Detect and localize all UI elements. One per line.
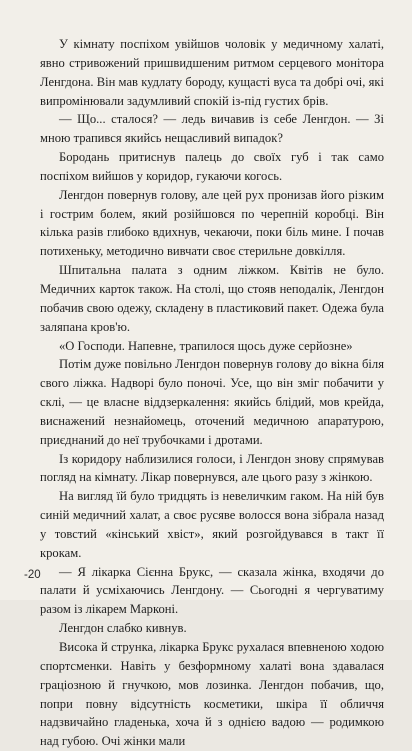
- paragraph: На вигляд їй було тридцять із невеличким гаком. На ній був синій медичний халат, а своє русяве волосся вона зібрала назад у товстий «кінський хвіст», який розгойдувався в такт її крокам.: [40, 489, 384, 560]
- paragraph: Бородань притиснув палець до своїх губ і так само поспіхом вийшов у коридор, гукаючи когось.: [40, 150, 384, 183]
- paragraph: Ленгдон повернув голову, але цей рух пронизав його різким і гострим болем, який розійшовся по черепній коробці. Він кілька разів глибоко вдихнув, чекаючи, поки біль мине. І почав потихеньку, методично вивчати своє стерильне довкілля.: [40, 187, 384, 259]
- paragraph: — Що... сталося? — ледь вичавив із себе Ленгдон. — Зі мною трапився якийсь нещасливий випадок?: [40, 112, 384, 146]
- body-text: [40, 35, 384, 751]
- paragraph: Ленгдон слабко кивнув.: [59, 621, 187, 636]
- paragraph: — Я лікарка Сієнна Брукс, — сказала жінка, входячи до палати й усміхаючись Ленгдону. — Сьогодні я чергуватиму разом із лікарем Марконі.: [40, 564, 384, 617]
- paragraph: У кімнату поспіхом увійшов чоловік у медичному халаті, явно стривожений пришвидшеним ритмом серцевого монітора Ленгдона. Він мав кудлату бороду, кущасті вуса та добрі очі, які випромінювали задумливий спокій із-під густих брів.: [40, 37, 384, 108]
- paragraph: Висока й струнка, лікарка Брукс рухалася впевненою ходою спортсменки. Навіть у безформному халаті вона здавалася граціозною й гнучкою, мов лозинка. Ленгдон побачив, що, попри повну відсутність косметики, шкіра її обличчя надзвичайно гладенька, хоча й з однією вадою — родимкою над губою. Очі жінки мали: [40, 640, 384, 749]
- paragraph: Із коридору наблизилися голоси, і Ленгдон знову спрямував погляд на кімнату. Лікар повернувся, але цього разу з жінкою.: [40, 451, 384, 485]
- page-number-value: 20: [27, 569, 41, 581]
- paragraph: Потім дуже повільно Ленгдон повернув голову до вікна біля свого ліжка. Надворі було поночі. Усе, що він зміг побачити у склі, — це власне віддзеркалення: якийсь блідий, мов крейда, виснажений незнайомець, оточений медичною апаратурою, приєднаний до неї трубочками і дротами.: [40, 357, 384, 447]
- paragraph: Шпитальна палата з одним ліжком. Квітів не було. Медичних карток також. На столі, що стояв неподалік, Ленгдон побачив свою одежу, складену в пластиковий пакет. Одежа була заляпана кров'ю.: [40, 263, 384, 334]
- paragraph: «О Господи. Напевне, трапилося щось дуже серйозне»: [59, 338, 353, 353]
- page-number: [24, 569, 41, 581]
- page-number-dash: -: [24, 569, 28, 581]
